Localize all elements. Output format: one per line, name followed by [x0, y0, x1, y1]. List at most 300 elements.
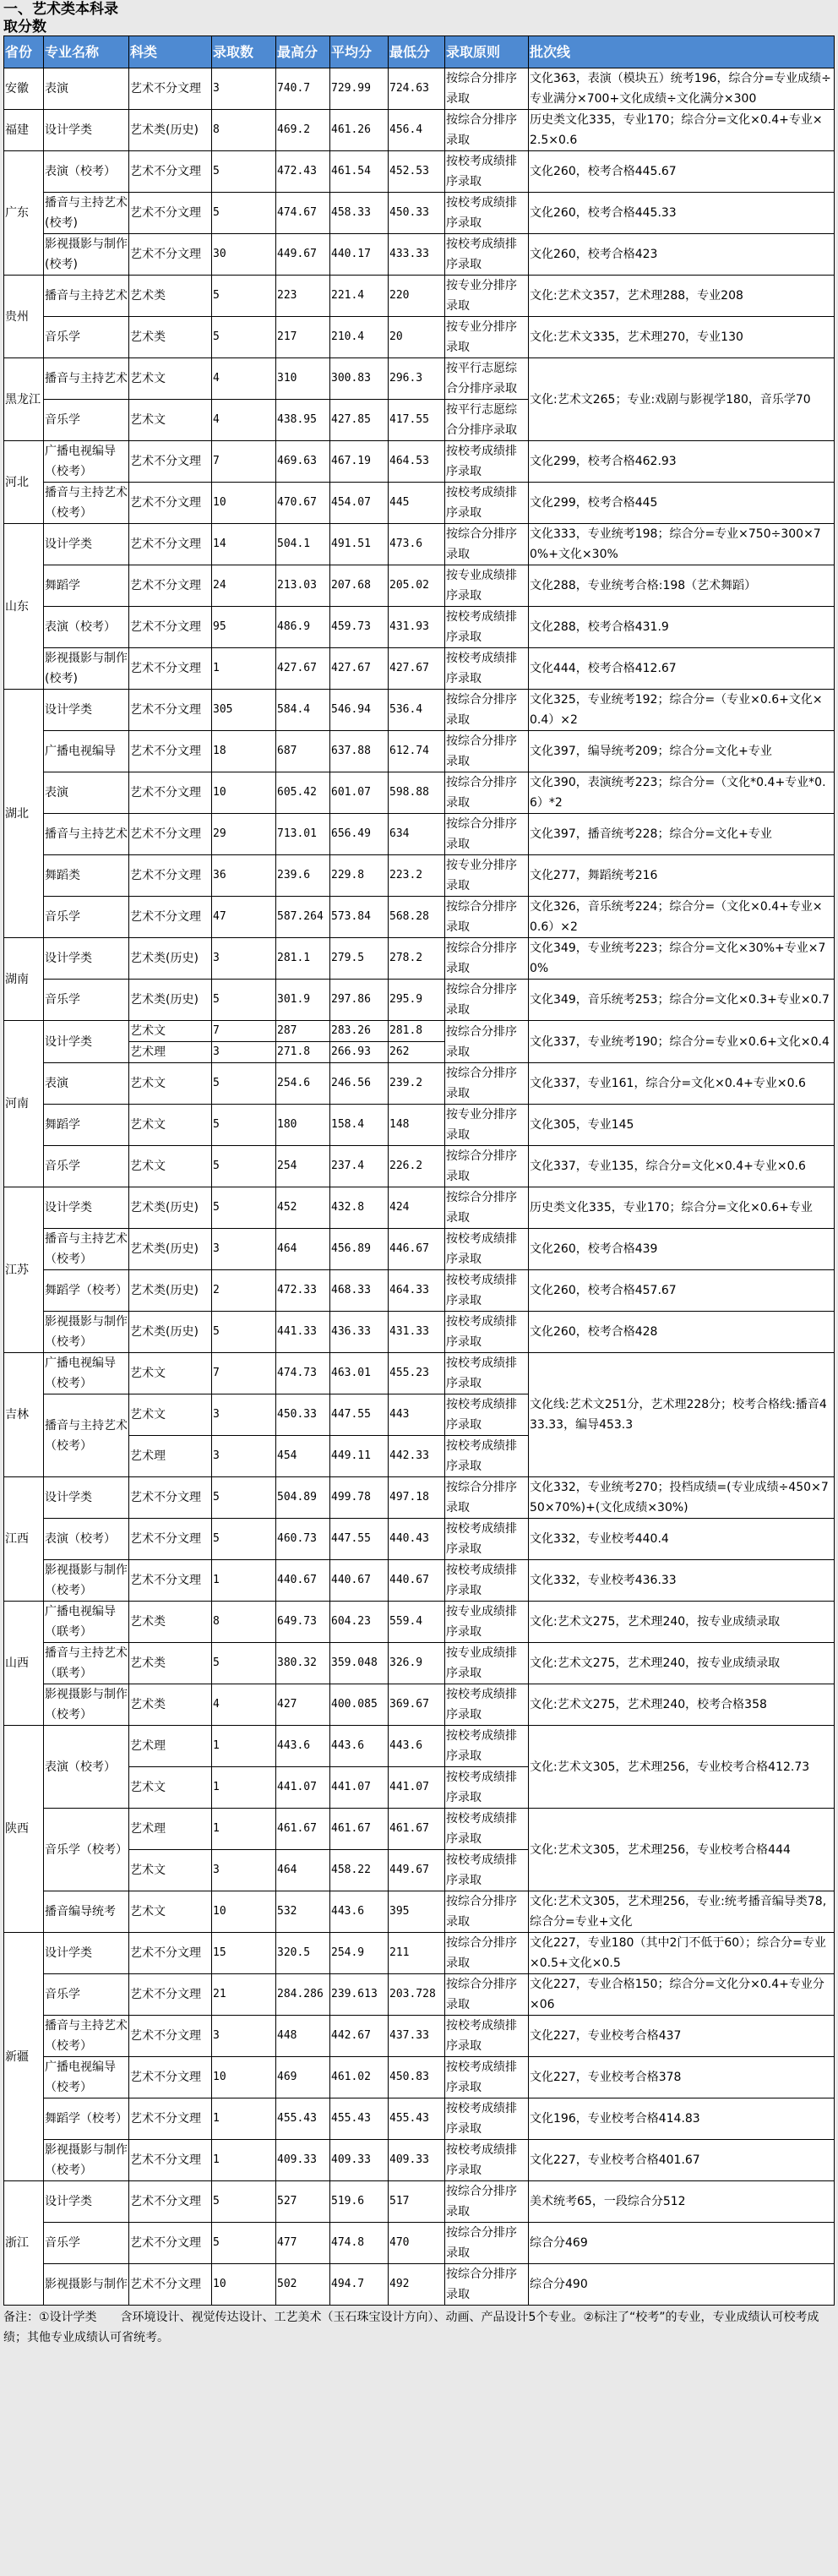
cell-admission-rule: 按专业成绩排序录取 [445, 1602, 529, 1643]
cell-category: 艺术不分文理 [129, 2181, 212, 2223]
cell-avg-score: 656.49 [330, 814, 389, 855]
cell-major: 播音与主持艺术（联考） [44, 1643, 129, 1684]
cell-count: 2 [212, 1270, 276, 1312]
cell-batch-line: 文化325，专业统考192；综合分=（专业×0.6+文化×0.4）×2 [529, 690, 835, 731]
cell-major: 广播电视编导（校考） [44, 441, 129, 483]
cell-batch-line: 文化397，编导统考209；综合分=文化+专业 [529, 731, 835, 772]
cell-admission-rule: 按校考成绩排序录取 [445, 2140, 529, 2181]
cell-count: 3 [212, 1394, 276, 1436]
cell-count: 5 [212, 1312, 276, 1353]
cell-batch-line: 文化260，校考合格423 [529, 234, 835, 276]
cell-max-score: 713.01 [276, 814, 330, 855]
cell-category: 艺术不分文理 [129, 607, 212, 648]
cell-batch-line: 文化349，专业统考223；综合分=文化×30%+专业×70% [529, 938, 835, 980]
cell-count: 5 [212, 2181, 276, 2223]
cell-count: 10 [212, 1891, 276, 1933]
cell-count: 47 [212, 897, 276, 938]
cell-major: 表演 [44, 1063, 129, 1105]
cell-category: 艺术不分文理 [129, 2057, 212, 2098]
cell-max-score: 213.03 [276, 565, 330, 607]
cell-admission-rule: 按校考成绩排序录取 [445, 1684, 529, 1726]
cell-admission-rule: 按校考成绩排序录取 [445, 1312, 529, 1353]
cell-min-score: 220 [389, 276, 445, 317]
cell-max-score: 284.286 [276, 1974, 330, 2016]
cell-min-score: 205.02 [389, 565, 445, 607]
cell-avg-score: 461.26 [330, 110, 389, 151]
table-row [4, 1684, 835, 1726]
cell-admission-rule: 按校考成绩排序录取 [445, 234, 529, 276]
table-row [4, 151, 835, 193]
cell-max-score: 223 [276, 276, 330, 317]
table-row [4, 1105, 835, 1146]
cell-max-score: 584.4 [276, 690, 330, 731]
cell-batch-line: 文化:艺术文305，艺术理256，专业校考合格412.73 [529, 1726, 835, 1809]
cell-min-score: 724.63 [389, 68, 445, 110]
cell-max-score: 180 [276, 1105, 330, 1146]
table-row [4, 980, 835, 1021]
cell-min-score: 536.4 [389, 690, 445, 731]
table-row [4, 1312, 835, 1353]
cell-avg-score: 456.89 [330, 1229, 389, 1270]
cell-count: 5 [212, 1643, 276, 1684]
cell-admission-rule: 按校考成绩排序录取 [445, 1726, 529, 1767]
cell-batch-line: 美术统考65，一段综合分512 [529, 2181, 835, 2223]
cell-avg-score: 254.9 [330, 1933, 389, 1974]
cell-admission-rule: 按综合分排序录取 [445, 1891, 529, 1933]
cell-avg-score: 409.33 [330, 2140, 389, 2181]
cell-max-score: 469 [276, 2057, 330, 2098]
table-row [4, 1146, 835, 1187]
cell-min-score: 409.33 [389, 2140, 445, 2181]
cell-batch-line: 文化227，专业校考合格401.67 [529, 2140, 835, 2181]
table-row [4, 1602, 835, 1643]
cell-min-score: 441.07 [389, 1767, 445, 1809]
cell-category: 艺术不分文理 [129, 2016, 212, 2057]
cell-max-score: 281.1 [276, 938, 330, 980]
cell-min-score: 456.4 [389, 110, 445, 151]
cell-min-score: 452.53 [389, 151, 445, 193]
cell-admission-rule: 按综合分排序录取 [445, 1187, 529, 1229]
cell-count: 18 [212, 731, 276, 772]
cell-batch-line: 文化260，校考合格445.67 [529, 151, 835, 193]
cell-major: 表演（校考） [44, 1519, 129, 1560]
cell-category: 艺术类 [129, 317, 212, 358]
cell-max-score: 440.67 [276, 1560, 330, 1602]
cell-major: 音乐学 [44, 317, 129, 358]
cell-batch-line: 文化260，校考合格439 [529, 1229, 835, 1270]
cell-major: 舞蹈学 [44, 1105, 129, 1146]
table-row [4, 1187, 835, 1229]
cell-category: 艺术不分文理 [129, 1560, 212, 1602]
cell-category: 艺术文 [129, 400, 212, 441]
cell-avg-score: 297.86 [330, 980, 389, 1021]
cell-avg-score: 463.01 [330, 1353, 389, 1394]
cell-avg-score: 279.5 [330, 938, 389, 980]
cell-admission-rule: 按综合分排序录取 [445, 2264, 529, 2306]
cell-count: 1 [212, 1809, 276, 1850]
cell-min-score: 281.8 [389, 1021, 445, 1042]
cell-batch-line: 文化227，专业合格150；综合分=文化分×0.4+专业分×06 [529, 1974, 835, 2016]
cell-count: 24 [212, 565, 276, 607]
admission-scores-table [3, 35, 835, 2306]
cell-category: 艺术不分文理 [129, 193, 212, 234]
cell-batch-line: 文化:艺术文305，艺术理256，专业校考合格444 [529, 1809, 835, 1891]
cell-category: 艺术文 [129, 358, 212, 400]
cell-count: 7 [212, 1021, 276, 1042]
cell-admission-rule: 按综合分排序录取 [445, 1933, 529, 1974]
cell-min-score: 278.2 [389, 938, 445, 980]
cell-max-score: 254.6 [276, 1063, 330, 1105]
cell-province: 贵州 [4, 276, 44, 358]
cell-min-score: 203.728 [389, 1974, 445, 2016]
cell-min-score: 461.67 [389, 1809, 445, 1850]
cell-max-score: 474.67 [276, 193, 330, 234]
cell-count: 305 [212, 690, 276, 731]
cell-max-score: 449.67 [276, 234, 330, 276]
cell-category: 艺术类(历史) [129, 1270, 212, 1312]
cell-min-score: 473.6 [389, 524, 445, 565]
cell-count: 1 [212, 1560, 276, 1602]
cell-avg-score: 458.22 [330, 1850, 389, 1891]
cell-count: 1 [212, 1726, 276, 1767]
cell-avg-score: 400.085 [330, 1684, 389, 1726]
cell-count: 15 [212, 1933, 276, 1974]
cell-admission-rule: 按综合分排序录取 [445, 68, 529, 110]
table-row [4, 317, 835, 358]
cell-max-score: 271.8 [276, 1042, 330, 1063]
cell-min-score: 455.43 [389, 2098, 445, 2140]
cell-major: 表演（校考） [44, 1726, 129, 1809]
cell-avg-score: 461.67 [330, 1809, 389, 1850]
cell-min-score: 262 [389, 1042, 445, 1063]
cell-admission-rule: 按专业分排序录取 [445, 1105, 529, 1146]
cell-major: 影视摄影与制作（校考） [44, 1560, 129, 1602]
cell-count: 4 [212, 400, 276, 441]
cell-category: 艺术不分文理 [129, 648, 212, 690]
cell-avg-score: 359.048 [330, 1643, 389, 1684]
cell-max-score: 587.264 [276, 897, 330, 938]
cell-admission-rule: 按校考成绩排序录取 [445, 1436, 529, 1477]
table-row [4, 358, 835, 400]
cell-count: 5 [212, 2223, 276, 2264]
cell-batch-line: 综合分490 [529, 2264, 835, 2306]
cell-max-score: 527 [276, 2181, 330, 2223]
table-row [4, 772, 835, 814]
cell-batch-line: 文化:艺术文265；专业:戏剧与影视学180，音乐学70 [529, 358, 835, 441]
cell-avg-score: 519.6 [330, 2181, 389, 2223]
cell-batch-line: 文化260，校考合格457.67 [529, 1270, 835, 1312]
cell-max-score: 470.67 [276, 483, 330, 524]
cell-admission-rule: 按校考成绩排序录取 [445, 648, 529, 690]
cell-batch-line: 文化332，专业校考436.33 [529, 1560, 835, 1602]
cell-admission-rule: 按综合分排序录取 [445, 1146, 529, 1187]
cell-batch-line: 综合分469 [529, 2223, 835, 2264]
cell-min-score: 455.23 [389, 1353, 445, 1394]
cell-avg-score: 637.88 [330, 731, 389, 772]
cell-min-score: 634 [389, 814, 445, 855]
table-row [4, 1891, 835, 1933]
cell-max-score: 461.67 [276, 1809, 330, 1850]
column-header-province: 省份 [4, 36, 44, 68]
cell-max-score: 301.9 [276, 980, 330, 1021]
table-row [4, 2016, 835, 2057]
table-row [4, 441, 835, 483]
cell-major: 设计学类 [44, 1933, 129, 1974]
cell-max-score: 427 [276, 1684, 330, 1726]
cell-province: 陕西 [4, 1726, 44, 1933]
cell-avg-score: 499.78 [330, 1477, 389, 1519]
cell-category: 艺术不分文理 [129, 441, 212, 483]
cell-max-score: 740.7 [276, 68, 330, 110]
cell-category: 艺术不分文理 [129, 690, 212, 731]
table-row [4, 2223, 835, 2264]
cell-major: 播音与主持艺术（校考） [44, 1394, 129, 1477]
cell-count: 5 [212, 151, 276, 193]
cell-min-score: 440.67 [389, 1560, 445, 1602]
cell-major: 设计学类 [44, 1187, 129, 1229]
cell-min-score: 223.2 [389, 855, 445, 897]
column-header-min-score: 最低分 [389, 36, 445, 68]
cell-count: 4 [212, 358, 276, 400]
cell-min-score: 148 [389, 1105, 445, 1146]
cell-count: 29 [212, 814, 276, 855]
cell-batch-line: 文化397，播音统考228；综合分=文化+专业 [529, 814, 835, 855]
cell-admission-rule: 按综合分排序录取 [445, 814, 529, 855]
cell-avg-score: 239.613 [330, 1974, 389, 2016]
cell-min-score: 20 [389, 317, 445, 358]
cell-major: 设计学类 [44, 938, 129, 980]
cell-max-score: 438.95 [276, 400, 330, 441]
cell-major: 广播电视编导（校考） [44, 2057, 129, 2098]
table-row [4, 1021, 835, 1042]
cell-avg-score: 447.55 [330, 1519, 389, 1560]
cell-max-score: 502 [276, 2264, 330, 2306]
cell-avg-score: 494.7 [330, 2264, 389, 2306]
cell-province: 山西 [4, 1602, 44, 1726]
cell-count: 5 [212, 317, 276, 358]
cell-min-score: 464.53 [389, 441, 445, 483]
cell-count: 7 [212, 1353, 276, 1394]
cell-admission-rule: 按综合分排序录取 [445, 1021, 529, 1063]
cell-max-score: 254 [276, 1146, 330, 1187]
cell-admission-rule: 按综合分排序录取 [445, 524, 529, 565]
cell-category: 艺术理 [129, 1726, 212, 1767]
cell-category: 艺术理 [129, 1436, 212, 1477]
cell-category: 艺术不分文理 [129, 1477, 212, 1519]
cell-category: 艺术类(历史) [129, 1312, 212, 1353]
cell-category: 艺术类(历史) [129, 1229, 212, 1270]
cell-count: 5 [212, 1105, 276, 1146]
cell-major: 播音与主持艺术（校考） [44, 1229, 129, 1270]
cell-major: 播音与主持艺术(校考) [44, 193, 129, 234]
cell-province: 黑龙江 [4, 358, 44, 441]
cell-major: 影视摄影与制作（校考） [44, 1312, 129, 1353]
cell-batch-line: 文化227，专业校考合格378 [529, 2057, 835, 2098]
cell-min-score: 211 [389, 1933, 445, 1974]
cell-avg-score: 546.94 [330, 690, 389, 731]
cell-batch-line: 文化260，校考合格428 [529, 1312, 835, 1353]
cell-batch-line: 文化227，专业180（其中2门不低于60）；综合分=专业×0.5+文化×0.5 [529, 1933, 835, 1974]
cell-count: 1 [212, 2140, 276, 2181]
cell-max-score: 532 [276, 1891, 330, 1933]
cell-major: 表演（校考） [44, 151, 129, 193]
column-header-admission-rule: 录取原则 [445, 36, 529, 68]
cell-category: 艺术类 [129, 1684, 212, 1726]
cell-min-score: 492 [389, 2264, 445, 2306]
table-row [4, 1519, 835, 1560]
cell-category: 艺术不分文理 [129, 897, 212, 938]
cell-count: 3 [212, 1436, 276, 1477]
cell-province: 湖南 [4, 938, 44, 1021]
cell-avg-score: 474.8 [330, 2223, 389, 2264]
cell-major: 设计学类 [44, 1477, 129, 1519]
cell-category: 艺术类(历史) [129, 938, 212, 980]
cell-batch-line: 文化390，表演统考223；综合分=（文化*0.4+专业*0.6）*2 [529, 772, 835, 814]
table-row [4, 1063, 835, 1105]
table-row [4, 110, 835, 151]
cell-max-score: 287 [276, 1021, 330, 1042]
table-row [4, 276, 835, 317]
column-header-max-score: 最高分 [276, 36, 330, 68]
cell-avg-score: 229.8 [330, 855, 389, 897]
cell-max-score: 441.07 [276, 1767, 330, 1809]
cell-major: 影视摄影与制作（校考） [44, 1684, 129, 1726]
cell-count: 3 [212, 1850, 276, 1891]
cell-min-score: 417.55 [389, 400, 445, 441]
cell-avg-score: 283.26 [330, 1021, 389, 1042]
cell-avg-score: 210.4 [330, 317, 389, 358]
cell-category: 艺术理 [129, 1042, 212, 1063]
cell-avg-score: 729.99 [330, 68, 389, 110]
table-row [4, 234, 835, 276]
cell-category: 艺术文 [129, 1021, 212, 1042]
cell-avg-score: 440.67 [330, 1560, 389, 1602]
cell-category: 艺术文 [129, 1063, 212, 1105]
cell-count: 5 [212, 193, 276, 234]
cell-batch-line: 文化196，专业校考合格414.83 [529, 2098, 835, 2140]
cell-batch-line: 文化:艺术文275，艺术理240，按专业成绩录取 [529, 1602, 835, 1643]
cell-count: 3 [212, 2016, 276, 2057]
table-row [4, 1726, 835, 1767]
cell-major: 表演 [44, 68, 129, 110]
table-row [4, 1229, 835, 1270]
cell-major: 设计学类 [44, 524, 129, 565]
cell-avg-score: 459.73 [330, 607, 389, 648]
cell-avg-score: 427.85 [330, 400, 389, 441]
cell-admission-rule: 按校考成绩排序录取 [445, 1767, 529, 1809]
cell-admission-rule: 按校考成绩排序录取 [445, 2098, 529, 2140]
cell-admission-rule: 按综合分排序录取 [445, 1063, 529, 1105]
cell-major: 音乐学 [44, 1974, 129, 2016]
cell-min-score: 437.33 [389, 2016, 445, 2057]
cell-avg-score: 447.55 [330, 1394, 389, 1436]
cell-batch-line: 文化326，音乐统考224；综合分=（文化×0.4+专业×0.6）×2 [529, 897, 835, 938]
cell-admission-rule: 按综合分排序录取 [445, 1974, 529, 2016]
column-header-major: 专业名称 [44, 36, 129, 68]
cell-min-score: 568.28 [389, 897, 445, 938]
table-row [4, 483, 835, 524]
cell-category: 艺术不分文理 [129, 2223, 212, 2264]
cell-category: 艺术理 [129, 1809, 212, 1850]
cell-major: 舞蹈学（校考） [44, 1270, 129, 1312]
header-row [4, 36, 835, 68]
column-header-avg-score: 平均分 [330, 36, 389, 68]
cell-category: 艺术不分文理 [129, 814, 212, 855]
cell-admission-rule: 按综合分排序录取 [445, 2181, 529, 2223]
cell-avg-score: 458.33 [330, 193, 389, 234]
cell-min-score: 450.33 [389, 193, 445, 234]
cell-admission-rule: 按综合分排序录取 [445, 690, 529, 731]
cell-category: 艺术文 [129, 1850, 212, 1891]
cell-max-score: 320.5 [276, 1933, 330, 1974]
cell-province: 福建 [4, 110, 44, 151]
cell-max-score: 427.67 [276, 648, 330, 690]
cell-major: 播音与主持艺术（校考） [44, 483, 129, 524]
cell-category: 艺术不分文理 [129, 483, 212, 524]
cell-admission-rule: 按校考成绩排序录取 [445, 483, 529, 524]
table-row [4, 897, 835, 938]
cell-count: 5 [212, 1063, 276, 1105]
cell-admission-rule: 按专业分排序录取 [445, 855, 529, 897]
cell-admission-rule: 按专业成绩排序录取 [445, 565, 529, 607]
cell-major: 设计学类 [44, 690, 129, 731]
cell-admission-rule: 按校考成绩排序录取 [445, 1229, 529, 1270]
cell-batch-line: 文化337，专业161，综合分=文化×0.4+专业×0.6 [529, 1063, 835, 1105]
cell-admission-rule: 按校考成绩排序录取 [445, 1809, 529, 1850]
cell-min-score: 326.9 [389, 1643, 445, 1684]
cell-count: 95 [212, 607, 276, 648]
cell-count: 21 [212, 1974, 276, 2016]
cell-province: 江苏 [4, 1187, 44, 1353]
cell-min-score: 424 [389, 1187, 445, 1229]
table-row [4, 855, 835, 897]
cell-category: 艺术不分文理 [129, 234, 212, 276]
cell-province: 吉林 [4, 1353, 44, 1477]
cell-category: 艺术文 [129, 1105, 212, 1146]
table-row [4, 2181, 835, 2223]
cell-major: 音乐学 [44, 1146, 129, 1187]
cell-category: 艺术类(历史) [129, 110, 212, 151]
cell-avg-score: 432.8 [330, 1187, 389, 1229]
cell-min-score: 449.67 [389, 1850, 445, 1891]
cell-province: 江西 [4, 1477, 44, 1602]
cell-category: 艺术文 [129, 1394, 212, 1436]
cell-avg-score: 491.51 [330, 524, 389, 565]
cell-major: 播音与主持艺术 [44, 276, 129, 317]
cell-batch-line: 文化288，校考合格431.9 [529, 607, 835, 648]
footnote: 备注：①设计学类 含环境设计、视觉传达设计、工艺美术（玉石珠宝设计方向）、动画、产品设计5个专业。②标注了“校考”的专业，专业成绩认可校考成绩；其他专业成绩认可省统考。 [3, 2306, 834, 2356]
cell-count: 10 [212, 483, 276, 524]
cell-avg-score: 461.54 [330, 151, 389, 193]
cell-major: 播音与主持艺术 [44, 358, 129, 400]
table-row [4, 1477, 835, 1519]
cell-max-score: 464 [276, 1850, 330, 1891]
cell-batch-line: 文化349，音乐统考253；综合分=文化×0.3+专业×0.7 [529, 980, 835, 1021]
cell-province: 广东 [4, 151, 44, 276]
cell-province: 河北 [4, 441, 44, 524]
cell-avg-score: 467.19 [330, 441, 389, 483]
column-header-category: 科类 [129, 36, 212, 68]
cell-batch-line: 文化305，专业145 [529, 1105, 835, 1146]
cell-major: 广播电视编导（校考） [44, 1353, 129, 1394]
cell-max-score: 474.73 [276, 1353, 330, 1394]
cell-batch-line: 文化332，专业校考440.4 [529, 1519, 835, 1560]
cell-max-score: 472.33 [276, 1270, 330, 1312]
cell-max-score: 310 [276, 358, 330, 400]
cell-batch-line: 文化337，专业135，综合分=文化×0.4+专业×0.6 [529, 1146, 835, 1187]
cell-category: 艺术不分文理 [129, 2098, 212, 2140]
table-row [4, 68, 835, 110]
